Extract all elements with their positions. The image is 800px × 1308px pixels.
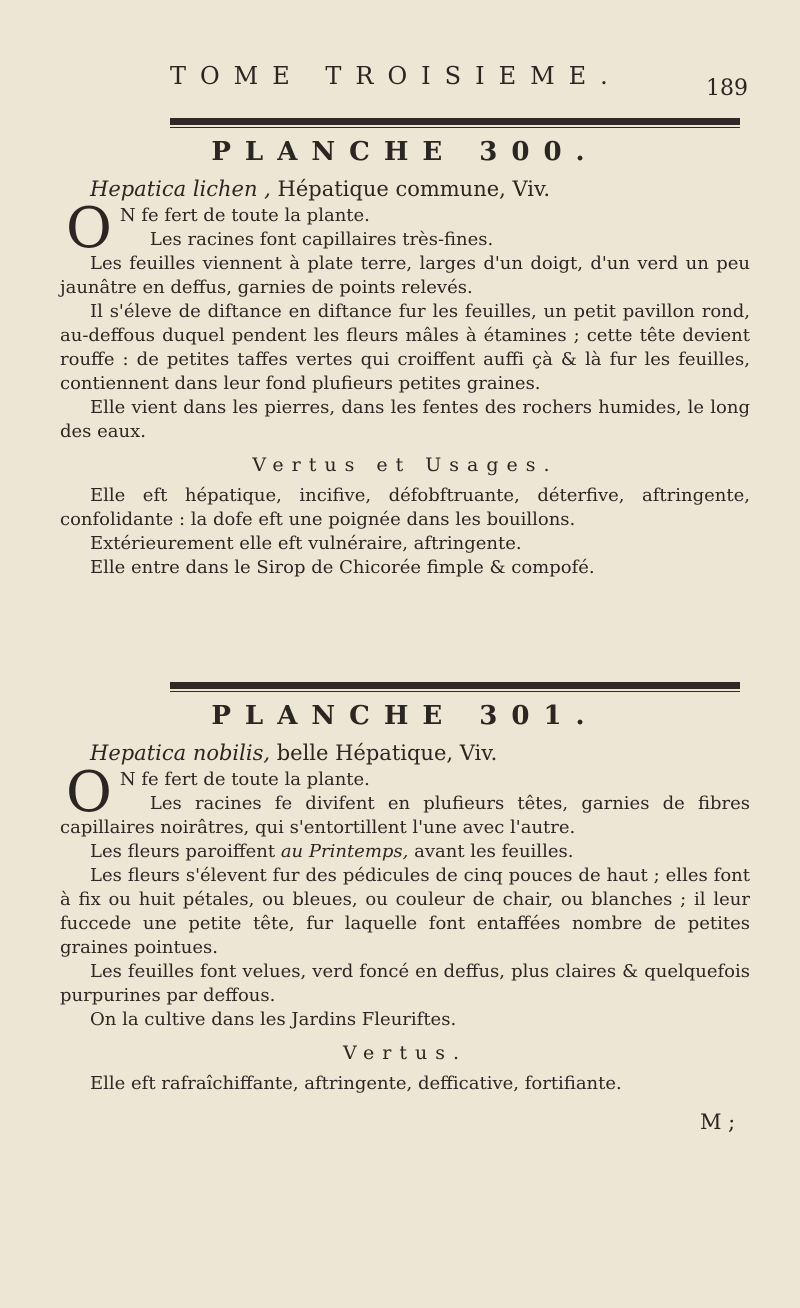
catchword: M ; [700, 1110, 736, 1134]
plate-301-p3-start: Les fleurs paroiffent [90, 841, 281, 862]
plate-300-rubric: Vertus et Usages. [252, 454, 558, 476]
page-header [170, 62, 748, 102]
plate-300-p6: Elle eft hépatique, incifive, défobftruante, déterfive, aftringente, confolidante : la dofe eft une poignée dans les bouillons. [60, 485, 750, 530]
page-number: 189 [706, 76, 748, 101]
plate-300-title: PLANCHE 300. [211, 137, 599, 167]
plate-301-p3-italic: au Printemps, [280, 841, 409, 862]
plate-301-latin: Hepatica nobilis, [90, 741, 271, 765]
plate-300-french: Hépatique commune, Viv. [270, 177, 551, 201]
plate-300-latin: Hepatica lichen , [90, 177, 271, 201]
middle-rule [170, 682, 740, 689]
plate-301-body [60, 760, 750, 1096]
top-rule [170, 118, 740, 125]
plate-301-p4: Les fleurs s'élevent fur des pédicules de cinq pouces de haut ; elles font à fix ou huit pétales, ou bleues, ou couleur de chair, ou blanches ; il leur fuccede une petite tête, fur laquelle font entaffées nombre de petites graines pointues. [60, 865, 750, 958]
plate-301-p1: N fe fert de toute la plante. [119, 769, 370, 790]
plate-301-rubric: Vertus. [343, 1042, 467, 1064]
plate-301-p2: Les racines fe divifent en plufieurs têtes, garnies de fibres capillaires noirâtres, qui s'entortillent l'une avec l'autre. [60, 793, 750, 838]
plate-301-french: belle Hépatique, Viv. [270, 741, 498, 765]
plate-300-dropcap: O [66, 196, 112, 261]
plate-301-p6: On la cultive dans les Jardins Fleuriftes. [90, 1009, 457, 1030]
plate-300-p7: Extérieurement elle eft vulnéraire, aftringente. [90, 533, 522, 554]
plate-301-p3-end: avant les feuilles. [408, 841, 574, 862]
plate-301-title: PLANCHE 301. [211, 701, 599, 731]
plate-300-p3: Les feuilles viennent à plate terre, larges d'un doigt, d'un verd un peu jaunâtre en deffus, garnies de points relevés. [60, 253, 750, 298]
plate-301-p5: Les feuilles font velues, verd foncé en deffus, plus claires & quelquefois purpurines par deffous. [60, 961, 750, 1006]
plate-300-section [60, 134, 750, 580]
plate-300-body [60, 196, 750, 580]
running-head: TOME TROISIEME. [170, 62, 622, 90]
plate-300-p4: Il s'éleve de diftance en diftance fur les feuilles, un petit pavillon rond, au-deffous duquel pendent les fleurs mâles à étamines ; cette tête devient rouffe : de petites taffes vertes qui croiffent auffi çà & là fur les feuilles, contiennent dans leur fond plufieurs petites graines. [60, 301, 750, 394]
plate-300-p5: Elle vient dans les pierres, dans les fentes des rochers humides, le long des eaux. [60, 397, 750, 442]
plate-301-dropcap: O [66, 760, 112, 825]
plate-300-p1: N fe fert de toute la plante. [119, 205, 370, 226]
plate-300-subtitle [90, 174, 750, 204]
plate-301-p3 [60, 840, 750, 864]
plate-300-p2: Les racines font capillaires très-fines. [149, 229, 494, 250]
plate-301-subtitle [90, 738, 750, 768]
plate-301-p7: Elle eft rafraîchiffante, aftringente, defficative, fortifiante. [90, 1073, 622, 1094]
plate-300-p8: Elle entre dans le Sirop de Chicorée fimple & compofé. [90, 557, 595, 578]
plate-301-section [60, 698, 750, 1096]
